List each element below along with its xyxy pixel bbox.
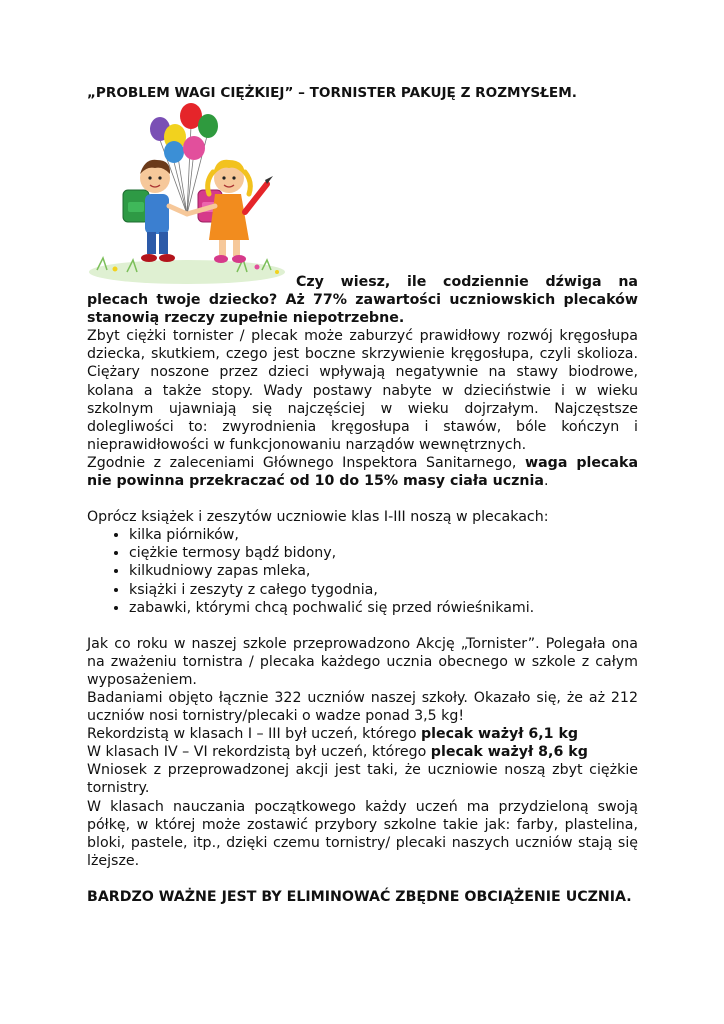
spacer xyxy=(87,617,638,635)
list-item: • ciężkie termosy bądź bidony, xyxy=(129,544,638,562)
record-junior-weight: plecak ważył 6,1 kg xyxy=(421,726,579,743)
list-item: • zabawki, którymi chcą pochwalić się przed rówieśnikami. xyxy=(129,599,638,617)
page-title: „PROBLEM WAGI CIĘŻKIEJ” – TORNISTER PAKUJĘ Z ROZMYSŁEM. xyxy=(87,85,577,101)
record-junior-text: Rekordzistą w klasach I – III był uczeń, którego xyxy=(87,726,422,743)
paragraph-record-senior xyxy=(87,743,638,761)
article-body xyxy=(87,273,638,906)
paragraph-recommendation xyxy=(87,454,638,490)
paragraph-study: Badaniami objęto łącznie 322 uczniów naszej szkoły. Okazało się, że aż 212 uczniów nosi tornistry/plecaki o wadze ponad 3,5 kg! xyxy=(87,689,638,725)
list-item: • kilka piórników, xyxy=(129,526,638,544)
balloon-green xyxy=(198,114,218,138)
paragraph-shelves: W klasach nauczania początkowego każdy uczeń ma przydzieloną swoją półkę, w której może zostawić przybory szkolne takie jak: farby, plastelina, bloki, pastele, itp., dzięki czemu tornistry/ plecaki naszych uczniów stają się lżejsze. xyxy=(87,798,638,869)
closing-statement: BARDZO WAŻNE JEST BY ELIMINOWAĆ ZBĘDNE OBCIĄŻENIE UCZNIA. xyxy=(87,888,632,905)
recommendation-highlight: waga plecaka nie powinna przekraczać od 10 do 15% masy ciała ucznia xyxy=(87,454,639,490)
spacer xyxy=(87,870,638,888)
balloons-icon xyxy=(150,103,218,163)
children-with-balloons-illustration xyxy=(87,102,287,284)
backpack-contents-list xyxy=(87,526,638,616)
balloon-pink xyxy=(183,136,205,160)
list-item: • kilkudniowy zapas mleka, xyxy=(129,562,638,580)
recommendation-end: . xyxy=(543,473,549,490)
paragraph-health: Zbyt ciężki tornister / plecak może zaburzyć prawidłowy rozwój kręgosłupa dziecka, skutkiem, czego jest boczne skrzywienie kręgosłupa, czyli skolioza. Ciężary noszone przez dzieci wpływają negatywnie na stawy biodrowe, kolana a także stopy. Wady postawy nabyte w dzieciństwie i w wieku szkolnym ujawniają się najczęściej w wieku dojrzałym. Najczęstsze dolegliwości to: zwyrodnienia kręgosłupa i stawów, bóle kończyn i nieprawidłowości w funkcjonowaniu narządów wewnętrznych. xyxy=(87,328,638,453)
girl-figure xyxy=(187,160,273,263)
record-senior-text: W klasach IV – VI rekordzistą był uczeń, którego xyxy=(87,744,431,761)
paragraph-action: Jak co roku w naszej szkole przeprowadzono Akcję „Tornister”. Polegała ona na zważeniu tornistra / plecaka każdego ucznia obecnego w szkole z całym wyposażeniem. xyxy=(87,635,638,688)
list-intro: Oprócz książek i zeszytów uczniowie klas I-III noszą w plecakach: xyxy=(87,509,549,526)
list-item: • książki i zeszyty z całego tygodnia, xyxy=(129,581,638,599)
recommendation-text: Zgodnie z zaleceniami Głównego Inspektora Sanitarnego, xyxy=(87,454,525,471)
spacer xyxy=(87,490,638,508)
balloon-blue xyxy=(164,141,184,163)
record-senior-weight: plecak ważył 8,6 kg xyxy=(430,744,588,761)
intro-question: Czy wiesz, ile codziennie dźwiga na plecach twoje dziecko? Aż 77% zawartości uczniowskich plecaków stanowią rzeczy zupełnie niepotrzebne. xyxy=(87,274,638,327)
paragraph-conclusion: Wniosek z przeprowadzonej akcji jest taki, że uczniowie noszą zbyt ciężkie tornistry. xyxy=(87,762,638,797)
paragraph-record-junior xyxy=(87,725,638,743)
